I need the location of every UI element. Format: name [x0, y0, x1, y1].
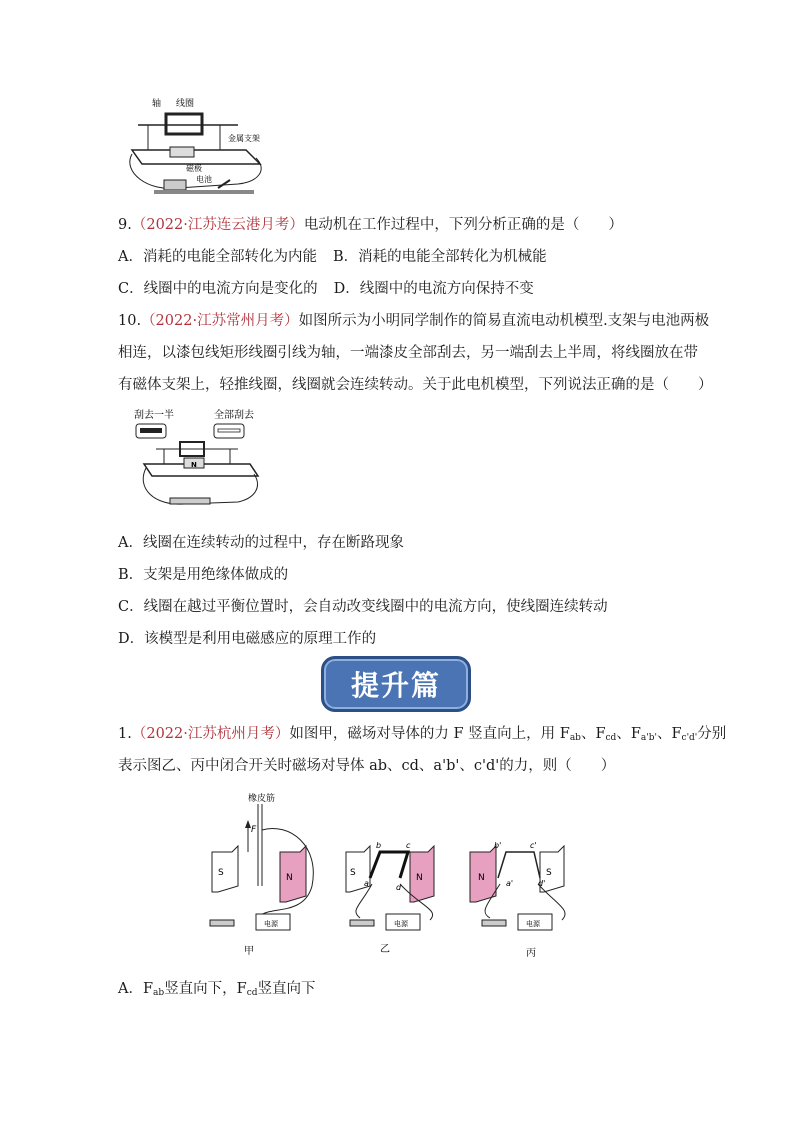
- fig-label-a2: a': [506, 879, 514, 888]
- fig-label-all: 全部刮去: [214, 410, 254, 421]
- fig-label-n: N: [191, 461, 197, 469]
- fig-n-mid: N: [416, 873, 423, 883]
- dc-motor-figure: [134, 404, 264, 508]
- fig-rubber-label: 橡皮筋: [248, 794, 276, 804]
- q10-stem-line1: [118, 311, 709, 331]
- fig-force-label: F: [251, 825, 257, 835]
- fig-label-half: 刮去一半: [134, 410, 174, 421]
- q10-number: 10.: [118, 313, 142, 329]
- q9-question: 电动机在工作过程中，下列分析正确的是（ ）: [303, 217, 623, 233]
- fig-s-right: S: [546, 868, 552, 878]
- q1-number: 1.: [118, 726, 132, 742]
- q1-question-part1: 如图甲，磁场对导体的力 F 竖直向上，用 F: [289, 726, 570, 742]
- q9-source: （2022·江苏连云港月考）: [131, 217, 304, 233]
- q9-option-d[interactable]: D．线圈中的电流方向保持不变: [333, 281, 534, 297]
- fig-power-2: 电源: [394, 920, 408, 928]
- motor-model-figure: [118, 92, 278, 200]
- fig-label-battery: 电池: [196, 175, 212, 184]
- q9-option-b[interactable]: B．消耗的电能全部转化为机械能: [332, 249, 547, 265]
- q1-sub-cd: cd: [605, 733, 617, 743]
- q1-figure: [200, 786, 600, 962]
- q1-optA-sub2: cd: [246, 988, 258, 998]
- fig-caption-yi: 乙: [380, 944, 390, 955]
- fig-power-1: 电源: [264, 920, 278, 928]
- fig-label-b: b: [376, 841, 382, 850]
- q1-sep2: 、F: [616, 726, 641, 742]
- q9-option-c[interactable]: C．线圈中的电流方向是变化的: [118, 281, 318, 297]
- q1-question-part2: 分别: [697, 726, 727, 742]
- q10-option-d[interactable]: D．该模型是利用电磁感应的原理工作的: [118, 631, 377, 647]
- q1-sub-cd2: c'd': [681, 733, 698, 743]
- fig-s-left: S: [218, 868, 224, 878]
- q1-optA-post: 竖直向下: [257, 981, 316, 997]
- fig-caption-bing: 丙: [526, 948, 536, 959]
- q1-optA-pre: A．F: [118, 981, 154, 997]
- q1-sub-ab2: a'b': [640, 733, 657, 743]
- q10-source: （2022·江苏常州月考）: [141, 313, 299, 329]
- q1-stem-line2: 表示图乙、丙中闭合开关时磁场对导体 ab、cd、a'b'、c'd'的力，则（ ）: [118, 758, 616, 774]
- q9-options-cd: [118, 279, 534, 299]
- q10-option-b[interactable]: B．支架是用绝缘体做成的: [118, 567, 289, 583]
- fig-label-d: d: [396, 883, 402, 892]
- fig-n-right: N: [478, 873, 485, 883]
- panel-jia: [210, 792, 313, 957]
- fig-label-a: a: [364, 879, 369, 888]
- q9-number: 9.: [118, 217, 132, 233]
- fig-label-axis: 轴: [152, 99, 162, 109]
- q1-optA-sub1: ab: [153, 988, 165, 998]
- q1-optA-mid: 竖直向下，F: [164, 981, 247, 997]
- fig-n-left: N: [286, 873, 293, 883]
- q1-option-a[interactable]: [118, 979, 316, 1003]
- fig-label-b2: b': [494, 841, 502, 850]
- q10-stem-line2: 相连，以漆包线矩形线圈引线为轴，一端漆皮全部刮去，另一端刮去上半周，将线圈放在带: [118, 345, 698, 361]
- q1-sep1: 、F: [580, 726, 606, 742]
- q10-question-part1: 如图所示为小明同学制作的简易直流电动机模型.支架与电池两极: [298, 313, 710, 329]
- fig-caption-jia: 甲: [244, 946, 254, 957]
- fig-label-magnet: 磁极: [186, 164, 202, 173]
- panel-yi: [346, 841, 434, 955]
- q10-option-c[interactable]: C．线圈在越过平衡位置时，会自动改变线圈中的电流方向，使线圈连续转动: [118, 599, 608, 615]
- q1-sep3: 、F: [656, 726, 682, 742]
- q9-option-a[interactable]: A．消耗的电能全部转化为内能: [118, 249, 317, 265]
- fig-label-c: c: [406, 841, 411, 850]
- fig-label-c2: c': [530, 841, 537, 850]
- fig-power-3: 电源: [526, 920, 540, 928]
- fig-label-support: 金属支架: [228, 134, 260, 143]
- q1-sub-ab: ab: [569, 733, 581, 743]
- fig-label-d2: d': [538, 879, 546, 888]
- q1-stem-line1: [118, 724, 726, 748]
- fig-label-coil: 线圈: [176, 99, 195, 109]
- q10-option-a[interactable]: A．线圈在连续转动的过程中，存在断路现象: [118, 535, 404, 551]
- q9-options-ab: [118, 247, 547, 267]
- q1-source: （2022·江苏杭州月考）: [131, 726, 290, 742]
- q9-stem: [118, 215, 623, 235]
- fig-s-mid: S: [350, 868, 356, 878]
- q10-stem-line3: 有磁体支架上，轻推线圈，线圈就会连续转动。关于此电机模型，下列说法正确的是（ ）: [118, 377, 713, 393]
- panel-bing: [470, 841, 565, 959]
- section-title-badge: 提升篇: [321, 656, 471, 712]
